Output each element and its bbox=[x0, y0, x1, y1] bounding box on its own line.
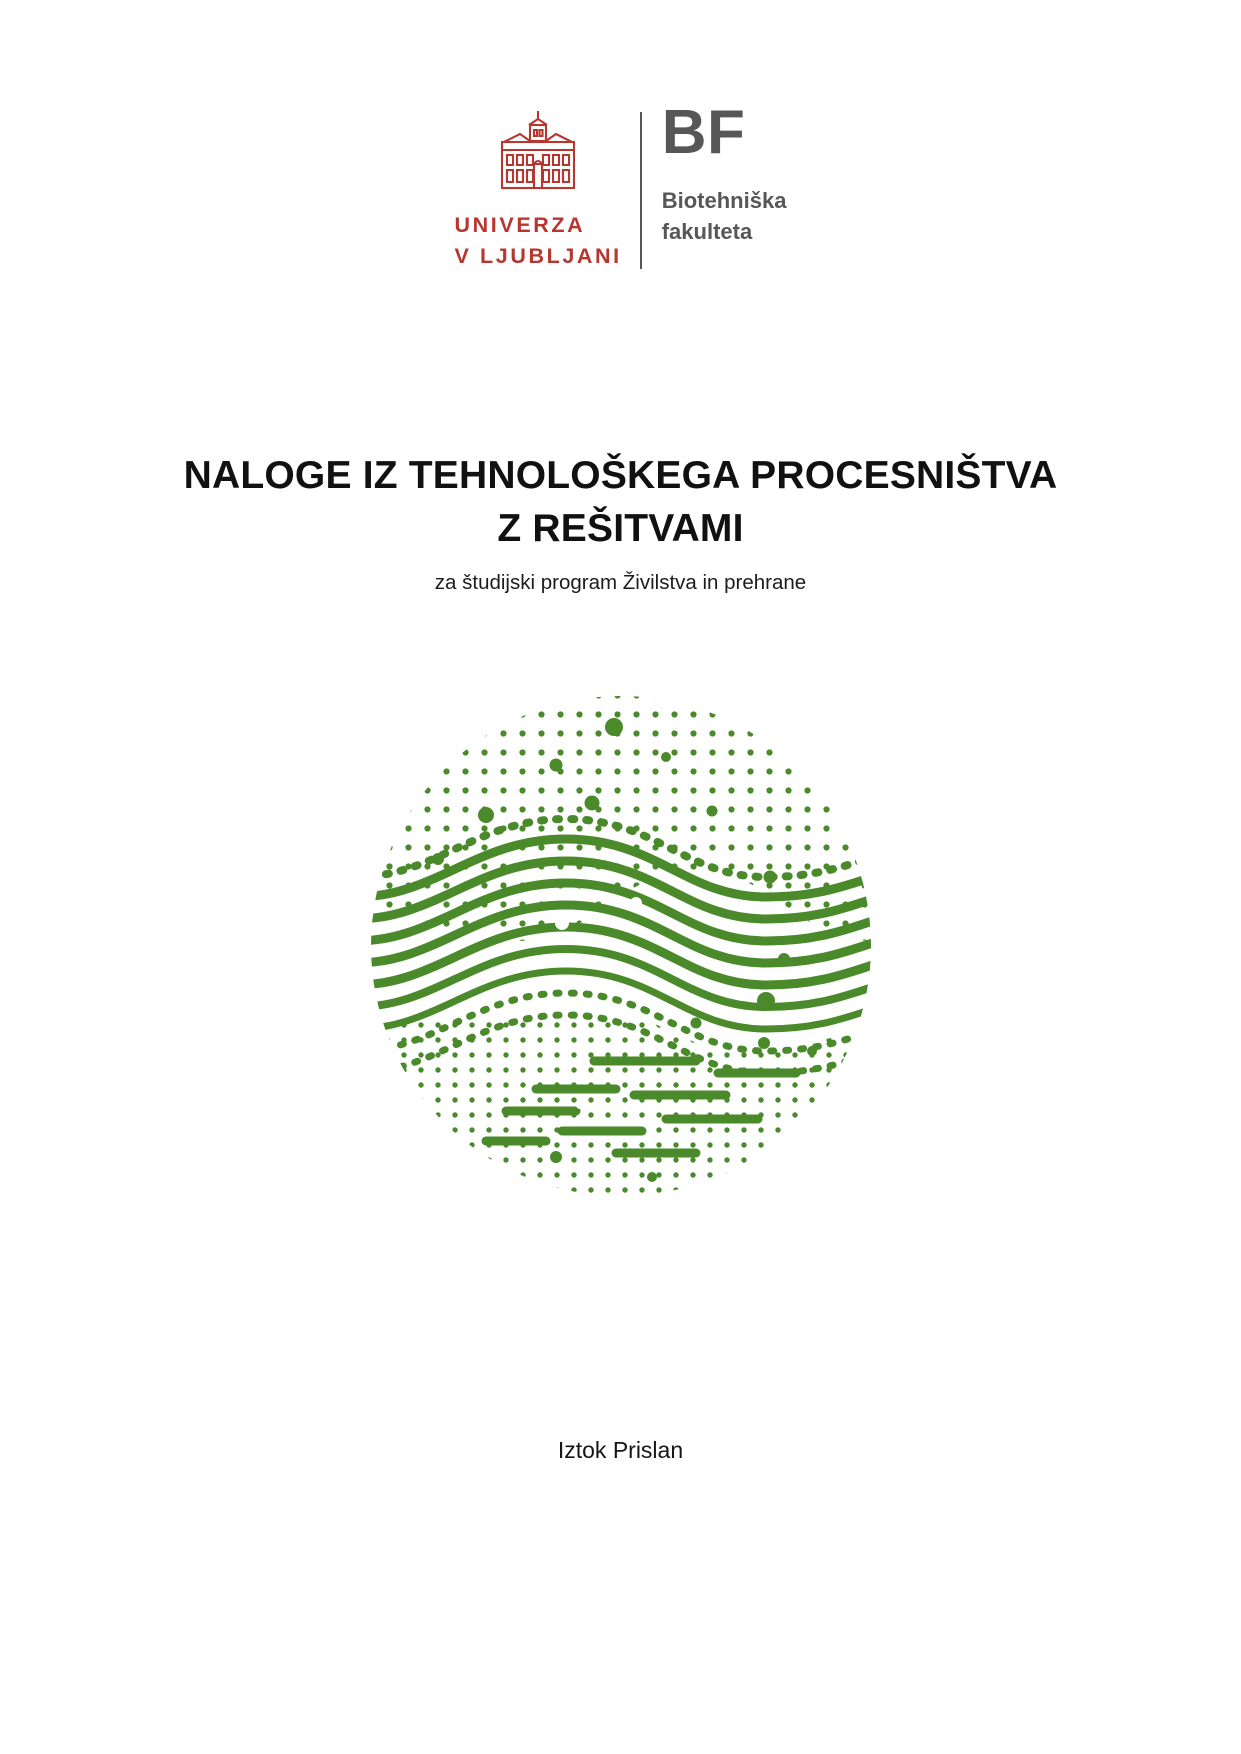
faculty-line-2: fakulteta bbox=[661, 219, 753, 245]
page-title bbox=[181, 449, 1061, 555]
faculty-name bbox=[662, 185, 787, 247]
university-line-1: UNIVERZA bbox=[454, 213, 586, 237]
title-line-2: Z REŠITVAMI bbox=[497, 507, 744, 551]
author-name: Iztok Prislan bbox=[557, 1437, 684, 1463]
logo-block bbox=[0, 98, 1241, 271]
faculty-logo-right bbox=[642, 98, 787, 271]
title-line-1: NALOGE IZ TEHNOLOŠKEGA PROCESNIŠTVA bbox=[183, 454, 1058, 498]
page-subtitle: za študijski program Živilstva in prehrane bbox=[434, 571, 807, 595]
title-block bbox=[181, 449, 1061, 595]
university-building-crest-icon bbox=[492, 108, 584, 192]
university-logo-left bbox=[455, 108, 640, 271]
university-name bbox=[455, 210, 622, 271]
university-line-2: V LJUBLJANI bbox=[454, 243, 622, 268]
faculty-initials: BF bbox=[661, 98, 746, 167]
faculty-line-1: Biotehniška bbox=[661, 187, 787, 213]
green-circular-wave-dots-emblem bbox=[366, 691, 876, 1201]
